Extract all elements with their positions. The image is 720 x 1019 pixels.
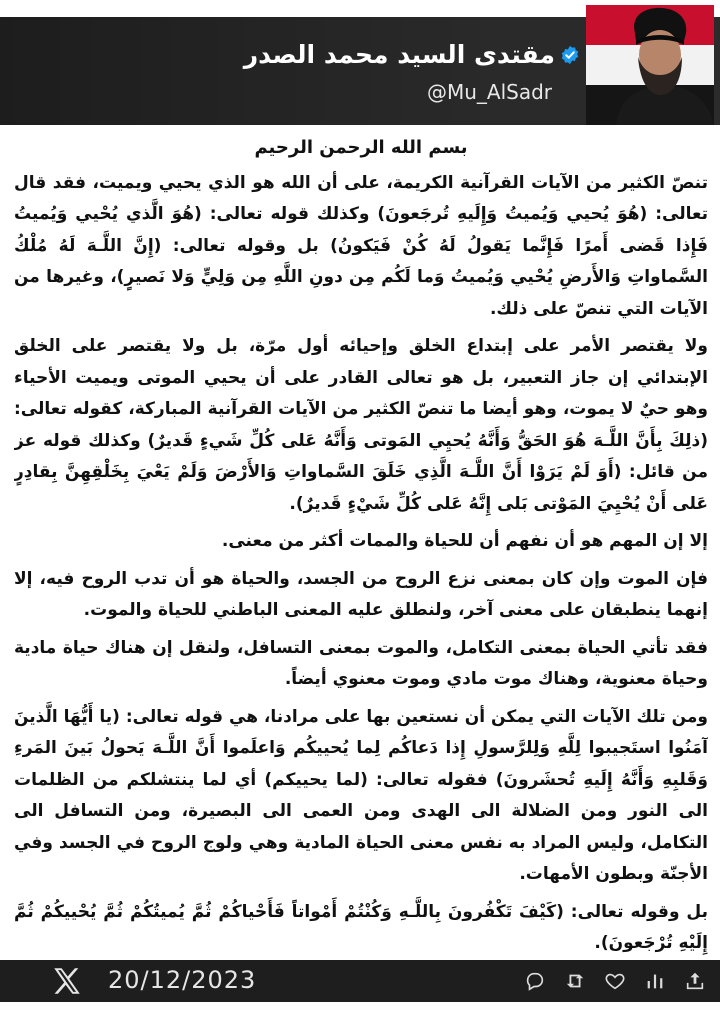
post-header xyxy=(0,0,720,128)
person-portrait-icon xyxy=(586,5,714,125)
analytics-icon[interactable] xyxy=(644,970,666,992)
post-paragraph: فإن الموت وإن كان بمعنى نزع الروح من الجسد، والحياة هو أن تدب الروح فيه، إلا إنهما ينطبقان على معنى آخر، ولنطلق عليه المعنى الباطني للحياة والموت. xyxy=(14,568,708,620)
reply-icon[interactable] xyxy=(524,970,546,992)
post-footer xyxy=(0,960,720,1002)
post-paragraph: تنصّ الكثير من الآيات القرآنية الكريمة، على أن الله هو الذي يحيي ويميت، فقد قال تعالى: (هُوَ يُحيي وَيُميتُ وَإِلَيهِ تُرجَعونَ) وكذلك قوله تعالى: (هُوَ الَّذي يُحْيي وَيُميتُ فَإِذا قَضى أَمرًا فَإِنَّما يَقولُ لَهُ كُنْ فَيَكونُ) بل وقوله تعالى: (إِنَّ اللَّـهَ لَهُ مُلْكُ السَّماواتِ وَالأَرضِ يُحْيي وَيُميتُ وَما لَكُم مِن دونِ اللَّهِ مِن وَلِيٍّ وَلا نَصيرٍ)، وغيرها من الآيات التي تنصّ على ذلك. xyxy=(14,172,708,319)
post-date: 20/12/2023 xyxy=(108,966,257,994)
x-logo-icon[interactable] xyxy=(50,964,84,998)
bottom-margin xyxy=(0,1002,720,1019)
verified-badge-icon xyxy=(560,45,580,65)
retweet-icon[interactable] xyxy=(564,970,586,992)
post-paragraph: ولا يقتصر الأمر على إبتداع الخلق وإحيائه أول مرّة، بل ولا يقتصر على الخلق الإبتدائي إن جاز التعبير، بل هو تعالى القادر على أن يحيي الموتى ويميت الأحياء وهو حيٌ لا يموت، وهو أيضا ما تنصّ الكثير من الآيات القرآنية المباركة، كقوله تعالى: (ذلِكَ بِأَنَّ اللَّـهَ هُوَ الحَقُّ وَأَنَّهُ يُحيِي المَوتى وَأَنَّهُ عَلى كُلِّ شَيءٍ قَديرٌ) وكذلك قوله عز من قائل: (أَوَ لَمْ يَرَوْا أَنَّ اللَّـهَ الَّذِي خَلَقَ السَّماواتِ وَالأَرْضَ وَلَمْ يَعْيَ بِخَلْقِهِنَّ بِقادِرٍ عَلى أَنْ يُحْيِيَ المَوْتى بَلى إِنَّهُ عَلى كُلِّ شَيْءٍ قَديرٌ). xyxy=(14,336,708,514)
post-paragraph: فقد تأتي الحياة بمعنى التكامل، والموت بمعنى التسافل، ولنقل إن هناك حياة مادية وحياة معنوية، وهناك موت مادي وموت معنوي أيضاً. xyxy=(14,637,708,689)
author-name[interactable]: مقتدى السيد محمد الصدر xyxy=(243,40,555,69)
author-handle[interactable]: @Mu_AlSadr xyxy=(426,80,552,104)
post-title: بسم الله الرحمن الرحيم xyxy=(254,137,468,158)
post-body xyxy=(14,132,708,958)
post-paragraph: ومن تلك الآيات التي يمكن أن نستعين بها على مرادنا، هي قوله تعالى: (يا أَيُّهَا الَّذينَ آمَنُوا استَجيبوا لِلَّهِ وَلِلرَّسولِ إِذا دَعاكُم لِما يُحييكُم وَاعلَموا أَنَّ اللَّـهَ يَحولُ بَينَ المَرءِ وَقَلبِهِ وَأَنَّهُ إِلَيهِ تُحشَرونَ) فقوله تعالى: (لما يحييكم) أي لما ينتشلكم من الظلمات الى النور ومن الضلالة الى الهدى ومن العمى الى البصيرة، ومن التسافل الى التكامل، وليس المراد به نفس معنى الحياة المادية وهي ولوج الروح في الجسد وفي الأجنّة وبطون الأمهات. xyxy=(14,706,708,884)
avatar[interactable] xyxy=(586,5,714,125)
post-actions xyxy=(524,970,706,994)
post-paragraph: إلا إن المهم هو أن نفهم أن للحياة والممات أكثر من معنى. xyxy=(221,531,708,551)
share-icon[interactable] xyxy=(684,970,706,992)
like-icon[interactable] xyxy=(604,970,626,992)
post-paragraph: بل وقوله تعالى: (كَيْفَ تَكْفُرونَ بِاللَّـهِ وَكُنْتُمْ أَمْواتاً فَأَحْياكُمْ ثُمَّ يُميتُكُمْ ثُمَّ يُحْييكُمْ ثُمَّ إِلَيْهِ تُرْجَعونَ). xyxy=(14,901,708,953)
